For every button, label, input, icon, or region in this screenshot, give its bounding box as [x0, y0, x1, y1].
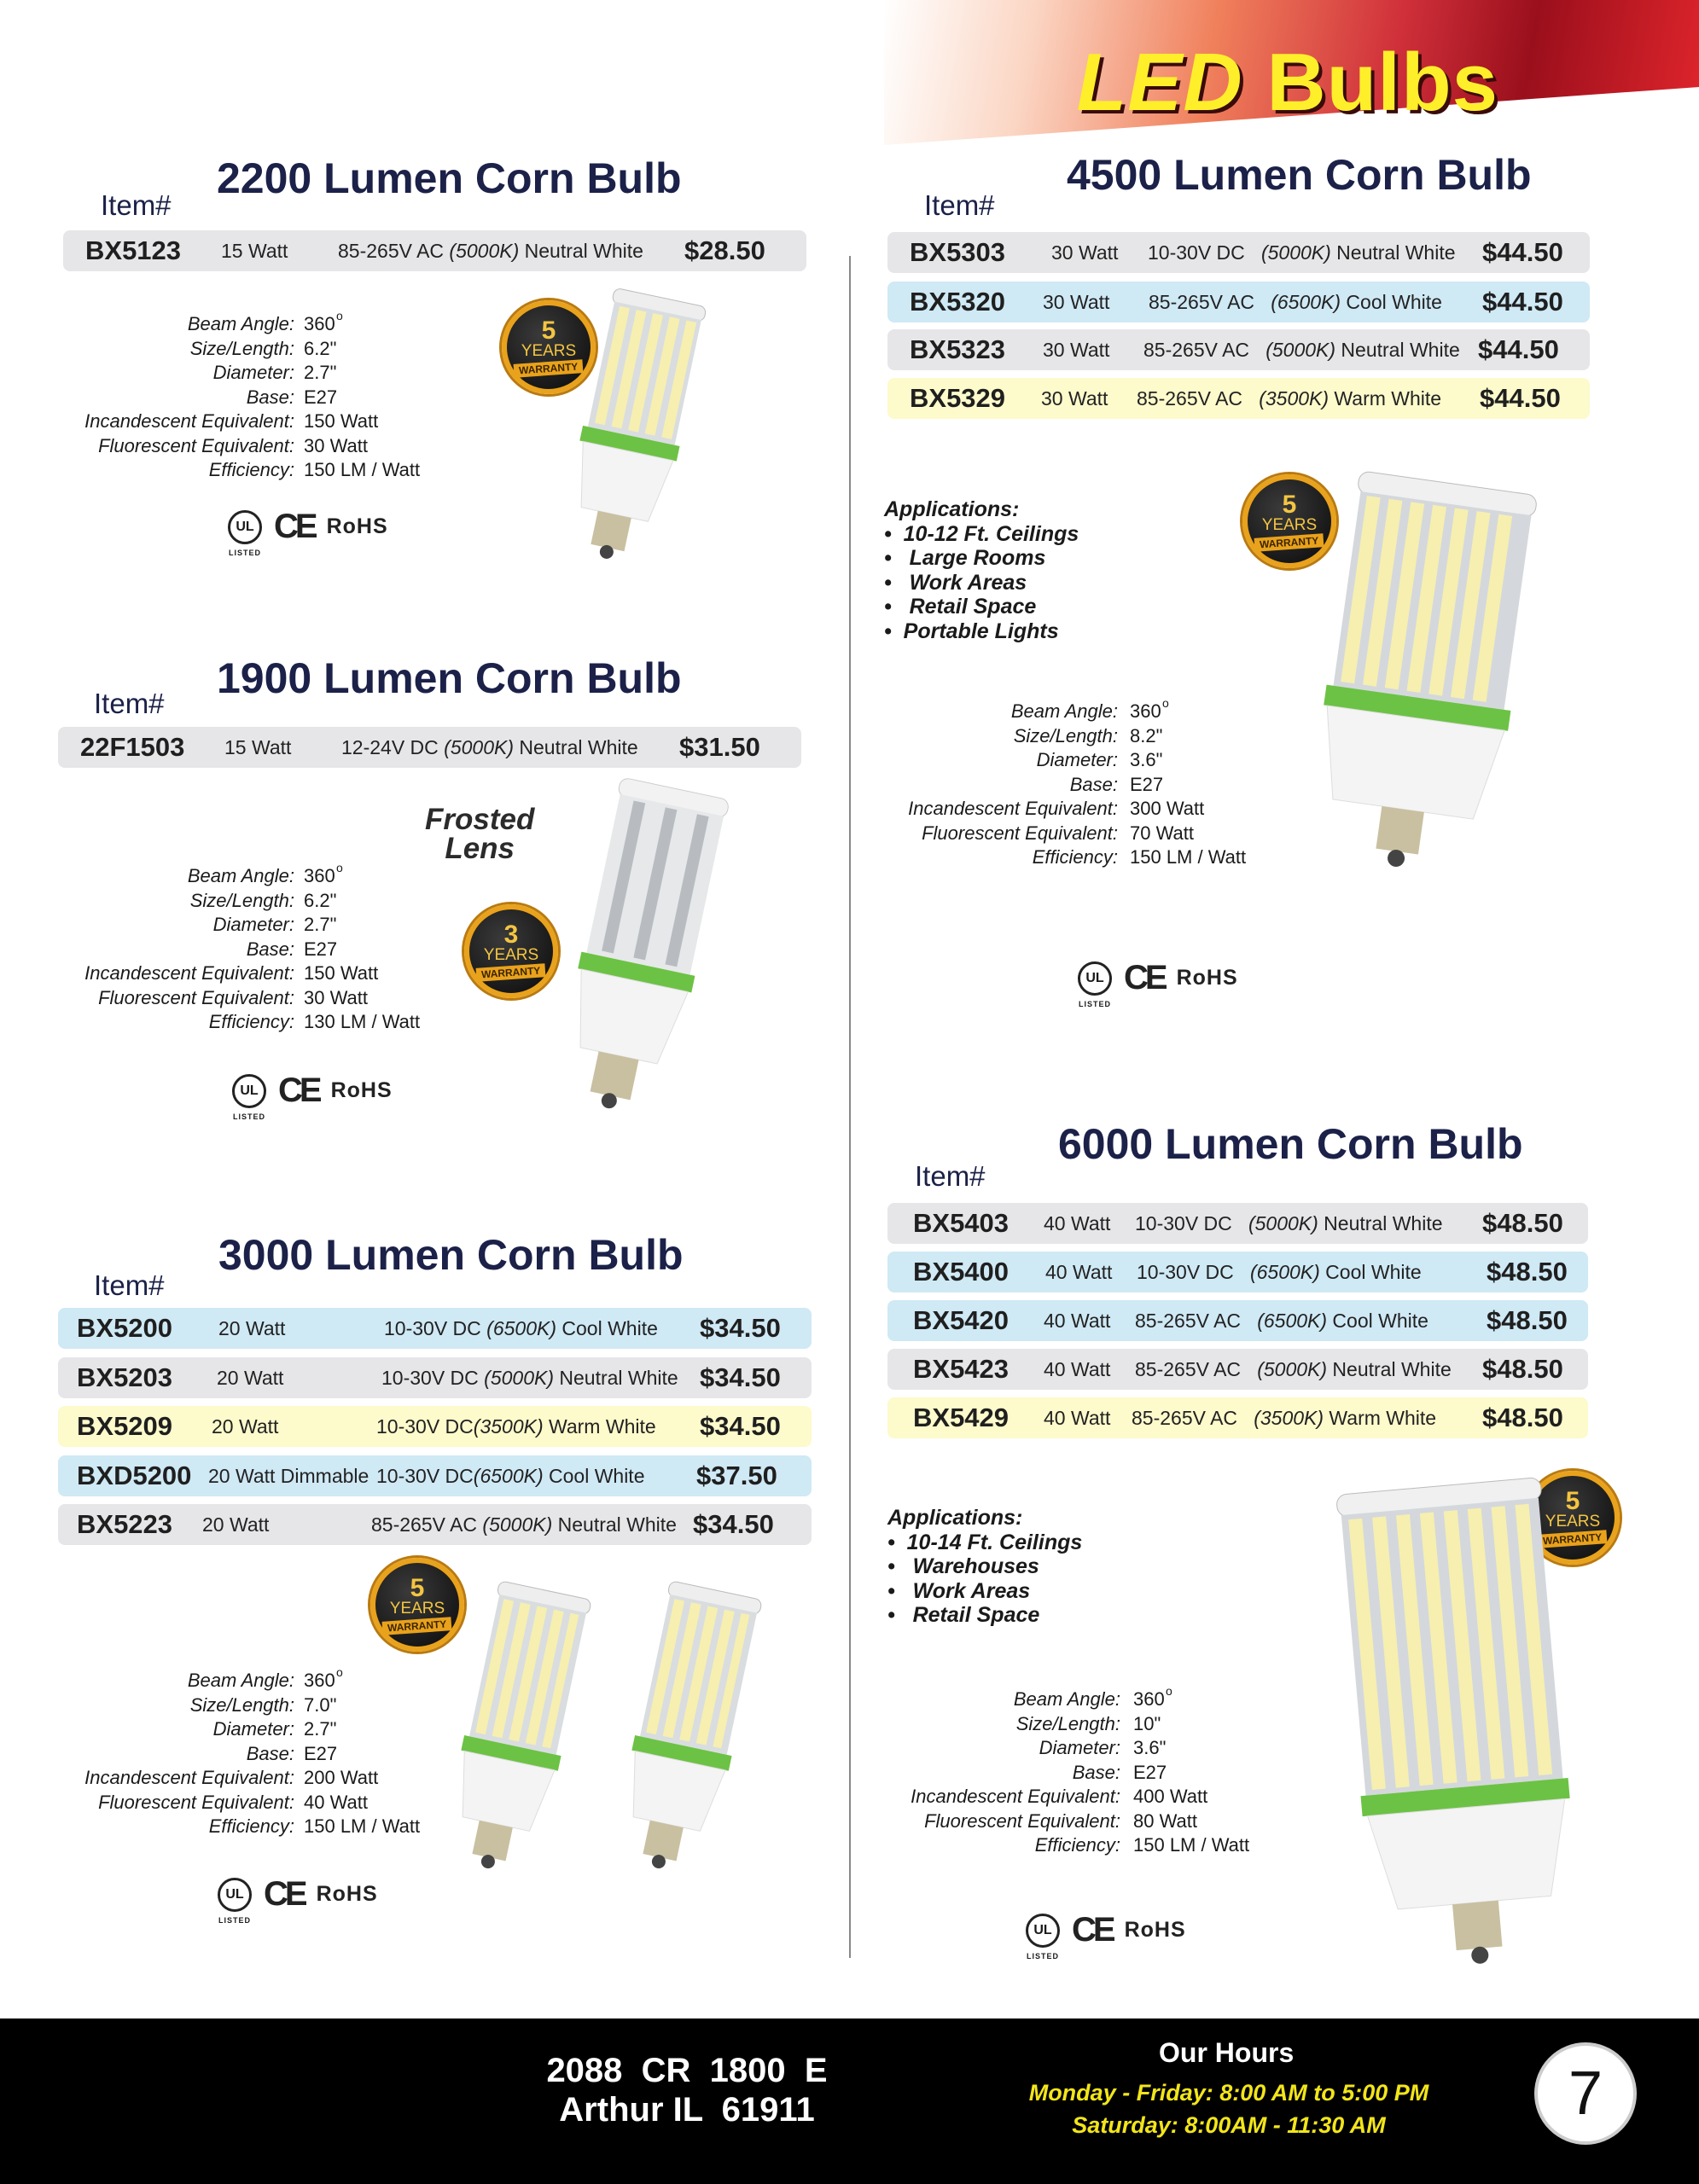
item-label: Item#	[915, 1160, 986, 1192]
section-title-2200: 2200 Lumen Corn Bulb	[217, 154, 682, 202]
corn-bulb-image-6000	[1331, 1476, 1604, 1979]
ul-listed-icon: UL LISTED	[228, 510, 262, 544]
warranty-badge-icon: 5 YEARS WARRANTY	[502, 300, 596, 394]
hours-title: Our Hours	[1159, 2037, 1295, 2068]
store-address: 2088 CR 1800 E Arthur IL 61911	[546, 2052, 828, 2129]
product-row-bx5209: BX5209 20 Watt 10-30V DC(3500K) Warm White $34.50	[58, 1406, 812, 1447]
specs-values-6000: 360 o 10" 3.6" E27 400 Watt 80 Watt 150 LM / Watt	[1133, 1684, 1250, 1856]
item-label: Item#	[101, 189, 172, 221]
specs-labels-3000: Beam Angle: Size/Length: Diameter: Base: Incandescent Equivalent: Fluorescent Equivalent: Efficiency:	[84, 1670, 294, 1837]
item-label: Item#	[94, 1269, 165, 1301]
product-row-bx5203: BX5203 20 Watt 10-30V DC (5000K) Neutral White $34.50	[58, 1357, 812, 1398]
product-row-bx5223: BX5223 20 Watt 85-265V AC (5000K) Neutral White $34.50	[58, 1504, 812, 1545]
product-row-bxd5200: BXD5200 20 Watt Dimmable 10-30V DC(6500K) Cool White $37.50	[58, 1455, 812, 1496]
section-title-1900: 1900 Lumen Corn Bulb	[217, 654, 682, 702]
certifications-2200	[228, 508, 388, 557]
ce-mark-icon: CE	[1072, 1911, 1113, 1949]
frosted-lens-label: Frosted Lens	[425, 803, 535, 865]
applications-list-6000: Applications: • 10-14 Ft. Ceilings • Warehouses • Work Areas • Retail Space	[887, 1506, 1083, 1627]
rohs-mark: RoHS	[1176, 966, 1238, 990]
product-row-bx5320: BX5320 30 Watt 85-265V AC (6500K) Cool White $44.50	[887, 282, 1590, 322]
product-row-bx5400: BX5400 40 Watt 10-30V DC (6500K) Cool White $48.50	[887, 1252, 1588, 1292]
ul-listed-icon: UL LISTED	[232, 1074, 266, 1108]
specs-labels-2200: Beam Angle: Size/Length: Diameter: Base: Incandescent Equivalent: Fluorescent Equivalent: Efficiency:	[84, 313, 294, 480]
product-row-bx5123: BX5123 15 Watt 85-265V AC (5000K) Neutral White $28.50	[63, 230, 806, 271]
warranty-badge-icon: 5 YEARS WARRANTY	[1242, 474, 1336, 568]
section-title-6000: 6000 Lumen Corn Bulb	[1058, 1120, 1523, 1168]
product-row-bx5403: BX5403 40 Watt 10-30V DC (5000K) Neutral White $48.50	[887, 1203, 1588, 1244]
corn-bulb-image-3000	[418, 1578, 777, 1920]
product-row-bx5303: BX5303 30 Watt 10-30V DC (5000K) Neutral White $44.50	[887, 232, 1590, 273]
warranty-badge-icon: 5 YEARS WARRANTY	[1526, 1471, 1620, 1565]
specs-labels-4500: Beam Angle: Size/Length: Diameter: Base: Incandescent Equivalent: Fluorescent Equivalent: Efficiency:	[908, 700, 1118, 868]
product-row-bx5323: BX5323 30 Watt 85-265V AC (5000K) Neutral White $44.50	[887, 329, 1590, 370]
rohs-mark: RoHS	[316, 1882, 378, 1906]
ce-mark-icon: CE	[278, 1072, 319, 1109]
certifications-3000	[218, 1875, 378, 1925]
page-title: LED Bulbs	[1076, 37, 1498, 128]
warranty-badge-icon: 5 YEARS WARRANTY	[370, 1558, 464, 1652]
certifications-1900	[232, 1072, 393, 1121]
specs-labels-6000: Beam Angle: Size/Length: Diameter: Base: Incandescent Equivalent: Fluorescent Equivalent: Efficiency:	[911, 1688, 1120, 1856]
product-row-bx5420: BX5420 40 Watt 85-265V AC (6500K) Cool White $48.50	[887, 1300, 1588, 1341]
section-title-3000: 3000 Lumen Corn Bulb	[218, 1231, 684, 1279]
product-row-bx5200: BX5200 20 Watt 10-30V DC (6500K) Cool White $34.50	[58, 1308, 812, 1349]
certifications-4500	[1078, 959, 1238, 1008]
rohs-mark: RoHS	[1124, 1918, 1186, 1942]
ce-mark-icon: CE	[264, 1875, 305, 1913]
ul-listed-icon: UL LISTED	[218, 1878, 252, 1912]
ul-listed-icon: UL LISTED	[1078, 961, 1112, 996]
corn-bulb-image-1900	[538, 776, 742, 1135]
store-hours: Monday - Friday: 8:00 AM to 5:00 PM Saturday: 8:00AM - 11:30 AM	[1028, 2080, 1429, 2138]
rohs-mark: RoHS	[330, 1078, 393, 1102]
rohs-mark: RoHS	[326, 514, 388, 538]
product-row-22f1503: 22F1503 15 Watt 12-24V DC (5000K) Neutral White $31.50	[58, 727, 801, 768]
item-label: Item#	[924, 189, 995, 221]
ce-mark-icon: CE	[274, 508, 315, 545]
certifications-6000	[1026, 1911, 1186, 1960]
corn-bulb-image-2200	[546, 286, 717, 584]
specs-labels-1900: Beam Angle: Size/Length: Diameter: Base: Incandescent Equivalent: Fluorescent Equivalent: Efficiency:	[84, 865, 294, 1032]
corn-bulb-image-4500	[1280, 469, 1562, 896]
specs-values-1900: 360 o 6.2" 2.7" E27 150 Watt 30 Watt 130 LM / Watt	[304, 861, 421, 1032]
ul-listed-icon: UL LISTED	[1026, 1914, 1060, 1948]
header-banner	[884, 0, 1699, 145]
item-label: Item#	[94, 688, 165, 719]
product-row-bx5429: BX5429 40 Watt 85-265V AC (3500K) Warm White $48.50	[887, 1397, 1588, 1438]
specs-values-2200: 360 o 6.2" 2.7" E27 150 Watt 30 Watt 150 LM / Watt	[304, 309, 421, 480]
applications-list-4500: Applications: • 10-12 Ft. Ceilings • Large Rooms • Work Areas • Retail Space • Portable Lights	[884, 497, 1079, 643]
specs-values-3000: 360 o 7.0" 2.7" E27 200 Watt 40 Watt 150 LM / Watt	[304, 1665, 421, 1837]
product-row-bx5423: BX5423 40 Watt 85-265V AC (5000K) Neutral White $48.50	[887, 1349, 1588, 1390]
column-divider	[849, 256, 851, 1958]
ce-mark-icon: CE	[1124, 959, 1165, 996]
warranty-badge-icon: 3 YEARS WARRANTY	[464, 904, 558, 998]
product-row-bx5329: BX5329 30 Watt 85-265V AC (3500K) Warm White $44.50	[887, 378, 1590, 419]
section-title-4500: 4500 Lumen Corn Bulb	[1067, 151, 1532, 199]
specs-values-4500: 360 o 8.2" 3.6" E27 300 Watt 70 Watt 150 LM / Watt	[1130, 696, 1247, 868]
page-number: 7	[1534, 2042, 1637, 2145]
